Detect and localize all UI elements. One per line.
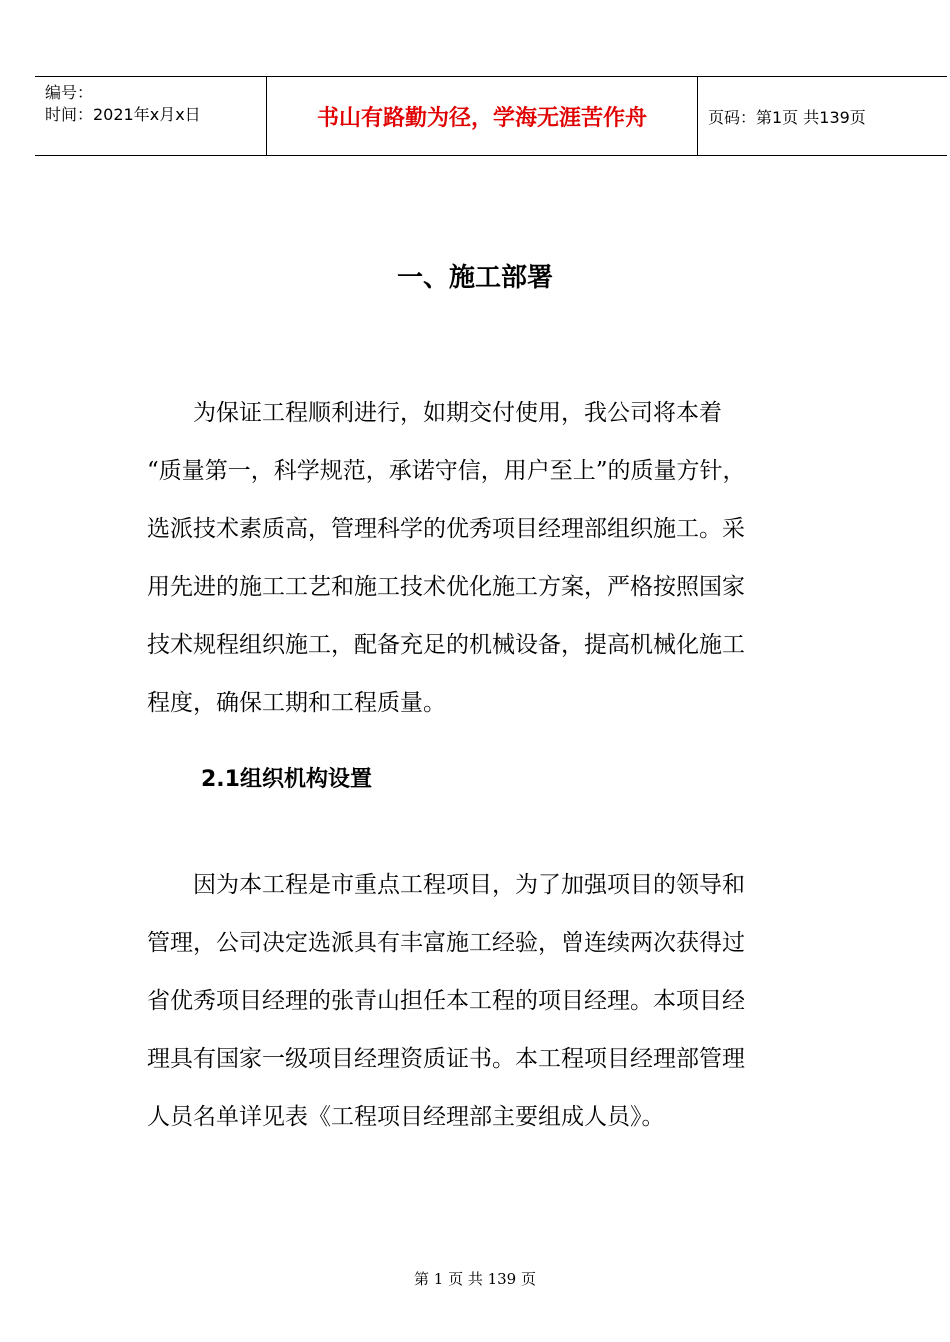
- paragraph-construction-deployment: [147, 384, 867, 732]
- paragraph-line: 为保证工程顺利进行，如期交付使用，我公司将本着: [147, 400, 722, 426]
- paragraph-line: 用先进的施工工艺和施工技术优化施工方案，严格按照国家: [147, 574, 745, 600]
- header-motto: 书山有路勤为径，学海无涯苦作舟: [316, 105, 647, 131]
- paragraph-line: 因为本工程是市重点工程项目，为了加强项目的领导和: [147, 872, 745, 898]
- paragraph-line: 省优秀项目经理的张青山担任本工程的项目经理。本项目经: [147, 988, 745, 1014]
- paragraph-line: 理具有国家一级项目经理资质证书。本工程项目经理部管理: [147, 1046, 745, 1072]
- page-footer: 第 1 页 共 139 页: [413, 1270, 536, 1288]
- document-number-label: 编号：: [45, 83, 94, 102]
- paragraph-line: 管理，公司决定选派具有丰富施工经验，曾连续两次获得过: [147, 930, 745, 956]
- paragraph-line: “质量第一，科学规范，承诺守信，用户至上”的质量方针，: [147, 458, 746, 484]
- document-time-label: 时间：2021年x月x日: [45, 105, 201, 124]
- header-page-number: 页码：第1页 共139页: [708, 108, 866, 127]
- paragraph-line: 技术规程组织施工，配备充足的机械设备，提高机械化施工: [147, 632, 745, 658]
- section-heading: 2.1组织机构设置: [201, 767, 372, 792]
- header-motto-cell: [267, 77, 698, 155]
- document-title: 一、施工部署: [396, 263, 553, 293]
- paragraph-line: 选派技术素质高，管理科学的优秀项目经理部组织施工。采: [147, 516, 745, 542]
- header-page-cell: [698, 77, 947, 155]
- page-header: [35, 76, 947, 156]
- header-meta-cell: [35, 77, 267, 155]
- paragraph-line: 程度，确保工期和工程质量。: [147, 690, 446, 716]
- paragraph-organization: [147, 856, 867, 1146]
- paragraph-line: 人员名单详见表《工程项目经理部主要组成人员》。: [147, 1104, 665, 1130]
